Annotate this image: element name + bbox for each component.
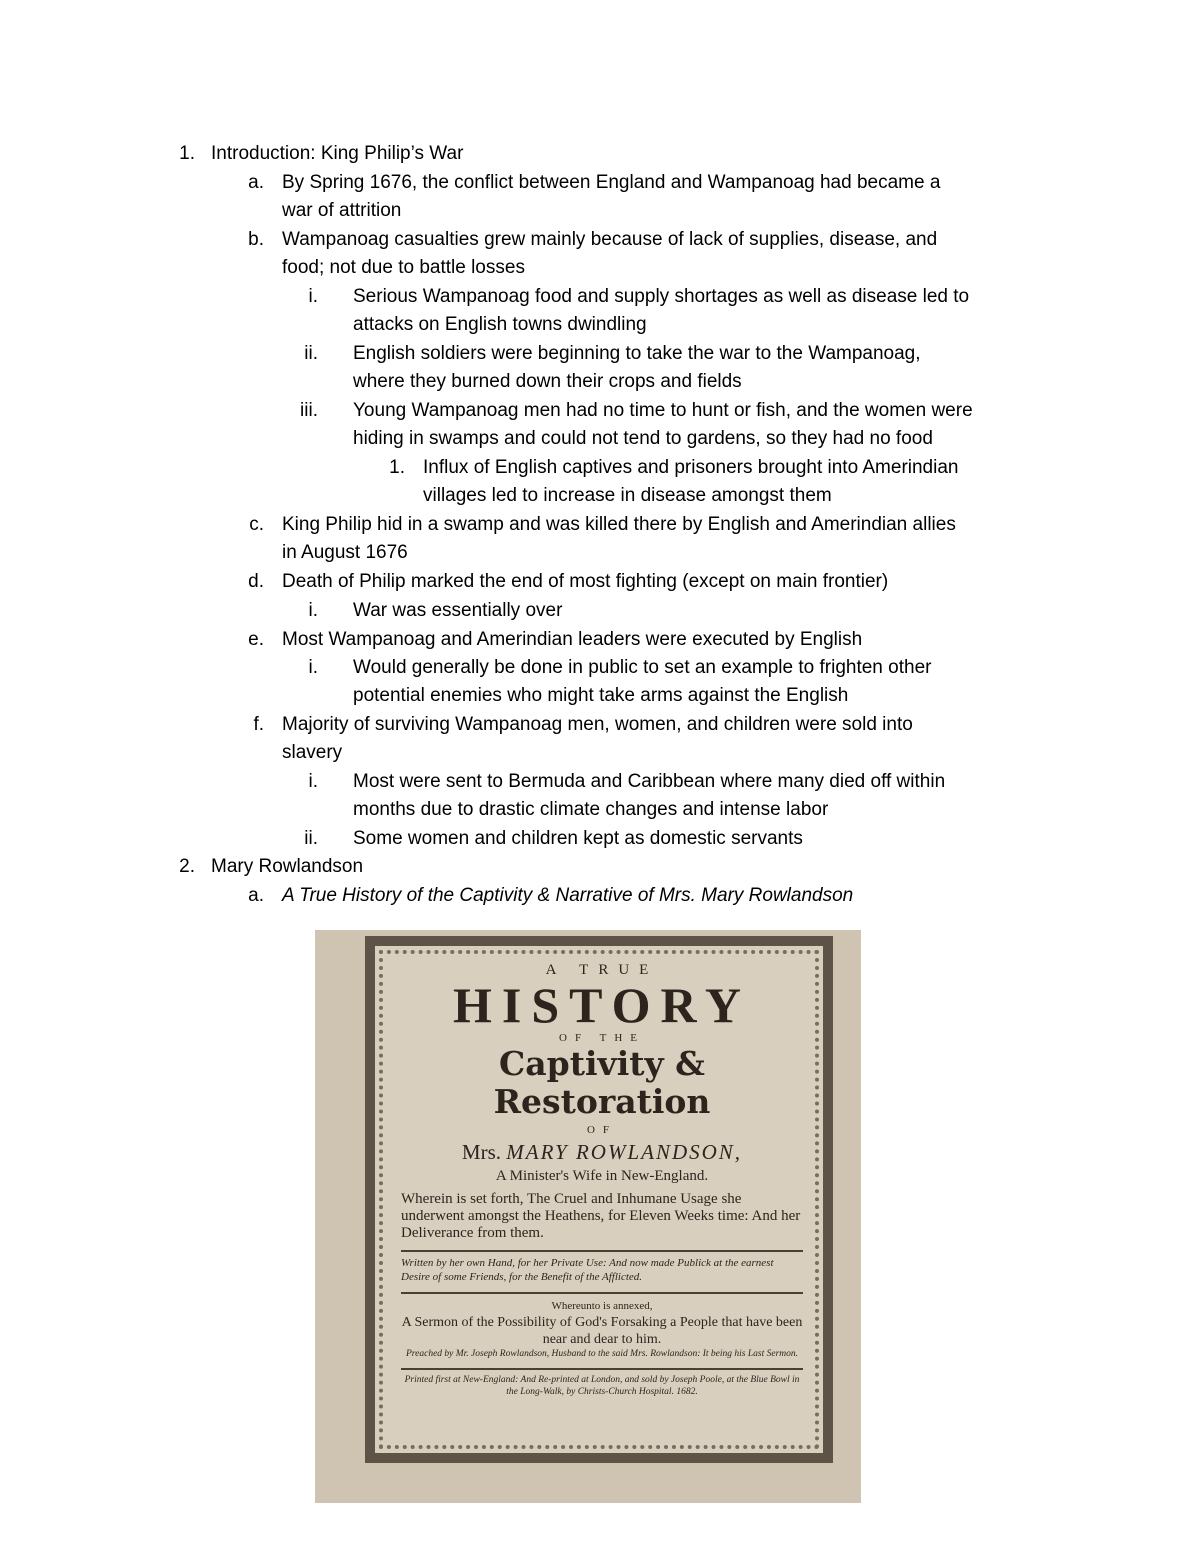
list-item-text: potential enemies who might take arms against the English — [353, 685, 849, 706]
list-item-text: villages led to increase in disease amongst them — [423, 485, 832, 506]
list-marker: e. — [248, 629, 264, 650]
title-captivity: Captivity & Restoration — [493, 1044, 711, 1121]
title-page-image — [315, 930, 861, 1503]
list-item-text: Wampanoag casualties grew mainly because of lack of supplies, disease, and — [282, 229, 938, 250]
list-item-text: A True History of the Captivity & Narrative of Mrs. Mary Rowlandson — [282, 885, 854, 906]
list-item-text: months due to drastic climate changes and intense labor — [353, 799, 829, 820]
list-marker: 2. — [179, 856, 195, 877]
title-sermon: A Sermon of the Possibility of God's Forsaking a People that have been near and dear to him. — [401, 1315, 803, 1347]
list-item-text: Most were sent to Bermuda and Caribbean where many died off within — [353, 771, 946, 792]
rule-divider — [401, 1250, 803, 1252]
list-item-text: slavery — [282, 742, 343, 763]
title-author — [401, 1139, 803, 1165]
list-item-text: By Spring 1676, the conflict between England and Wampanoag had became a — [282, 172, 941, 193]
title-printed: Printed first at New-England: And Re-printed at London, and sold by Joseph Poole, at the Blue Bowl in the Long-Walk, by Christs-Church Hospital. 1682. — [404, 1375, 800, 1397]
list-marker: f. — [253, 714, 264, 735]
list-item-text: war of attrition — [282, 200, 402, 221]
list-item-text: food; not due to battle losses — [282, 257, 525, 278]
rule-divider — [401, 1292, 803, 1294]
list-marker: a. — [248, 172, 264, 193]
title-preached: Preached by Mr. Joseph Rowlandson, Husband to the said Mrs. Rowlandson: It being his Last Sermon. — [405, 1349, 799, 1359]
list-item-text: hiding in swamps and could not tend to gardens, so they had no food — [353, 428, 933, 449]
list-marker: ii. — [304, 828, 318, 849]
list-item-text: in August 1676 — [282, 542, 408, 563]
list-marker: i. — [308, 657, 318, 678]
list-item-text: Mary Rowlandson — [211, 856, 364, 877]
title-whereunto: Whereunto is annexed, — [551, 1300, 653, 1312]
list-item-text: English soldiers were beginning to take the war to the Wampanoag, — [353, 343, 921, 364]
list-item-text: Would generally be done in public to set an example to frighten other — [353, 657, 932, 678]
list-item-text: Most Wampanoag and Amerindian leaders were executed by English — [282, 629, 863, 650]
list-marker: b. — [248, 229, 264, 250]
ornamental-border — [365, 936, 833, 1463]
list-item-text: War was essentially over — [353, 600, 563, 621]
list-item-text: Majority of surviving Wampanoag men, women, and children were sold into — [282, 714, 913, 735]
list-marker: i. — [308, 771, 318, 792]
list-item-text: Influx of English captives and prisoners brought into Amerindian — [423, 457, 959, 478]
list-item-text: Some women and children kept as domestic servants — [353, 828, 803, 849]
list-marker: ii. — [304, 343, 318, 364]
list-marker: iii. — [300, 400, 318, 421]
list-item-text: King Philip hid in a swamp and was killed there by English and Amerindian allies — [282, 514, 956, 535]
title-a-true: A TRUE — [545, 962, 659, 978]
list-marker: i. — [308, 600, 318, 621]
list-marker: 1. — [179, 143, 195, 164]
list-item-text: Young Wampanoag men had no time to hunt or fish, and the women were — [353, 400, 973, 421]
list-marker: c. — [249, 514, 264, 535]
list-marker: 1. — [389, 457, 405, 478]
list-item-text: attacks on English towns dwindling — [353, 314, 647, 335]
list-item-text: Serious Wampanoag food and supply shortages as well as disease led to — [353, 286, 970, 307]
title-mrs: Mrs. — [461, 1140, 502, 1164]
list-marker: i. — [308, 286, 318, 307]
title-minister: A Minister's Wife in New-England. — [495, 1168, 709, 1184]
title-of-the: OF THE — [559, 1032, 645, 1044]
list-item-text: where they burned down their crops and fields — [353, 371, 742, 392]
title-name: MARY ROWLANDSON, — [506, 1140, 743, 1164]
title-page-text — [401, 960, 803, 1439]
rule-divider — [401, 1368, 803, 1370]
list-marker: a. — [248, 885, 264, 906]
title-history: HISTORY — [453, 977, 751, 1033]
list-item-text: Introduction: King Philip’s War — [211, 143, 464, 164]
title-wherein: Wherein is set forth, The Cruel and Inhumane Usage she underwent amongst the Heathens, for Eleven Weeks time: And her Deliverance from them. — [401, 1191, 801, 1241]
title-written: Written by her own Hand, for her Private Use: And now made Publick at the earnest Desire of some Friends, for the Benefit of the Afflicted. — [401, 1257, 774, 1283]
title-of: OF — [586, 1124, 618, 1136]
list-marker: d. — [248, 571, 264, 592]
list-item-text: Death of Philip marked the end of most fighting (except on main frontier) — [282, 571, 889, 592]
